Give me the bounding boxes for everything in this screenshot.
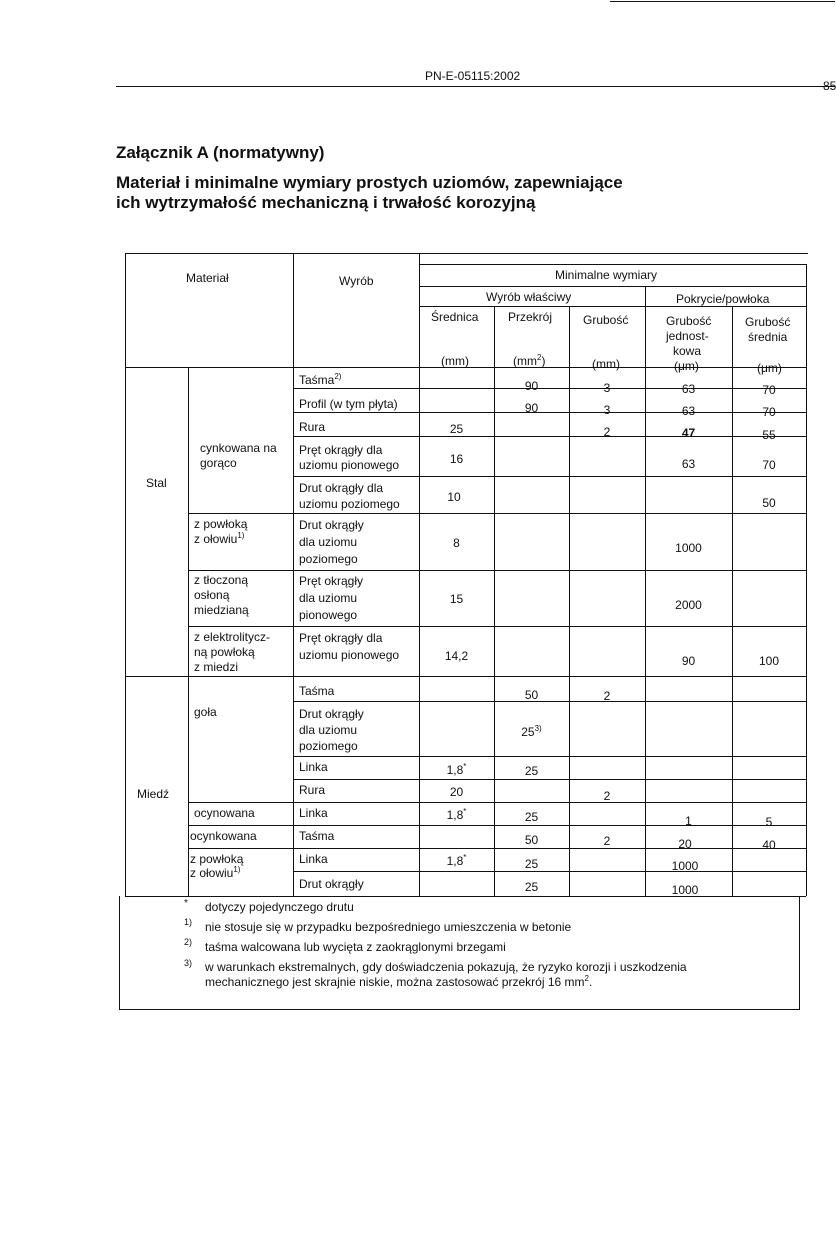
header-avg-thick-unit: (μm)	[757, 361, 782, 375]
subgroup-cu-lead-l2: z ołowiu$^{1)}$	[190, 865, 241, 880]
single-r16: 1000	[671, 883, 699, 897]
header-coating: Pokrycie/powłoka	[676, 292, 770, 306]
footnote-mark-star: *	[184, 898, 188, 909]
product-r6-l2: dla uziomu	[299, 535, 358, 549]
material-steel: Stal	[146, 476, 167, 490]
header-diameter: Średnica	[431, 310, 479, 324]
single-r14: 20	[678, 837, 692, 851]
thickness-r12: 2	[603, 789, 611, 803]
footnote-text-star: dotyczy pojedynczego drutu	[205, 900, 354, 914]
product-r11: Linka	[299, 760, 328, 774]
header-single-thick-l3: kowa	[673, 344, 702, 358]
diameter-r3: 25	[449, 422, 464, 436]
product-r7-l3: pionowego	[299, 608, 358, 622]
header-product-proper: Wyrób właściwy	[486, 290, 572, 304]
diameter-r13: 1,8*	[446, 807, 467, 822]
diameter-r5: 10	[447, 490, 461, 504]
section-r10: 25$^{3)}$	[521, 724, 542, 739]
header-avg-thick-l1: Grubość	[745, 315, 791, 329]
annex-title: Załącznik A (normatywny)	[116, 143, 325, 162]
product-r1: Taśma$^{2)}$	[299, 372, 342, 387]
header-single-thick-l2: jednost-	[666, 329, 709, 343]
product-r10-l3: poziomego	[299, 739, 358, 753]
avg-r2: 70	[762, 405, 776, 419]
subgroup-extruded-l2: osłoną	[194, 588, 230, 602]
product-r8-l1: Pręt okrągły dla	[299, 631, 383, 645]
single-r15: 1000	[671, 859, 699, 873]
product-r13: Linka	[299, 806, 328, 820]
product-r5-l2: uziomu poziomego	[299, 497, 400, 511]
thickness-r2: 3	[603, 403, 611, 417]
subgroup-galvanized-l2: gorąco	[200, 456, 237, 470]
section-r1: 90	[524, 379, 539, 393]
header-section: Przekrój	[508, 310, 553, 324]
annex-subtitle-line2: ich wytrzymałość mechaniczną i trwałość korozyjną	[116, 193, 536, 212]
header-rule	[116, 86, 835, 87]
product-r8-l2: uziomu pionowego	[299, 648, 400, 662]
subgroup-electro-l3: z miedzi	[194, 660, 239, 674]
header-avg-thick-l2: średnia	[748, 330, 788, 344]
section-r13: 25	[524, 810, 539, 824]
subgroup-zinc: ocynkowana	[190, 829, 257, 843]
section-r16: 25	[524, 880, 539, 894]
single-r1: 63	[681, 382, 696, 396]
product-r7-l1: Pręt okrągły	[299, 574, 364, 588]
product-r15: Linka	[299, 852, 328, 866]
single-r13: 1	[685, 814, 692, 828]
avg-r1: 70	[762, 383, 776, 397]
section-r2: 90	[524, 401, 539, 415]
product-r7-l2: dla uziomu	[299, 591, 358, 605]
product-r2: Profil (w tym płyta)	[299, 397, 398, 411]
avg-r14: 40	[762, 838, 776, 852]
product-r4-l1: Pręt okrągły dla	[299, 443, 383, 457]
header-thickness-unit: (mm)	[592, 357, 620, 371]
single-r7: 2000	[675, 598, 702, 612]
avg-r4: 70	[762, 458, 776, 472]
subgroup-cu-lead-l1: z powłoką	[190, 852, 244, 866]
product-r4-l2: uziomu pionowego	[299, 458, 400, 472]
annex-subtitle-line1: Materiał i minimalne wymiary prostych uziomów, zapewniające	[116, 173, 623, 192]
product-r3: Rura	[299, 420, 326, 434]
product-r14: Taśma	[299, 829, 335, 843]
section-r9: 50	[524, 688, 539, 702]
footnote-text-1: nie stosuje się w przypadku bezpośredniego umieszczenia w betonie	[205, 920, 572, 934]
footnote-text-3-l2: mechanicznego jest skrajnie niskie, można zastosować przekrój 16 $mm^2$.	[205, 974, 593, 989]
footnote-text-3: w warunkach ekstremalnych, gdy doświadczenia pokazują, że ryzyko korozji i uszkodzenia	[205, 960, 687, 974]
header-single-thick-l1: Grubość	[666, 314, 712, 328]
product-r9: Taśma	[299, 684, 335, 698]
product-r10-l2: dla uziomu	[299, 723, 358, 737]
thickness-r14: 2	[603, 834, 611, 848]
footnote-mark-3: 3)	[184, 958, 193, 968]
footnote-mark-1: 1)	[184, 917, 193, 927]
subgroup-bare: goła	[194, 705, 217, 719]
avg-r8: 100	[758, 654, 780, 668]
header-section-unit: $(mm^2)$	[513, 353, 546, 368]
standard-number: PN-E-05115:2002	[425, 69, 521, 83]
diameter-r6: 8	[453, 536, 460, 550]
single-r8: 90	[681, 654, 696, 668]
product-r12: Rura	[299, 783, 326, 797]
product-r16: Drut okrągły	[299, 877, 364, 891]
product-r6-l3: poziomego	[299, 552, 358, 566]
product-r6-l1: Drut okrągły	[299, 518, 364, 532]
header-single-thick-unit: (μm)	[674, 359, 699, 373]
header-diameter-unit: (mm)	[441, 354, 469, 368]
diameter-r15: 1,8*	[446, 853, 467, 868]
diameter-r12: 20	[449, 785, 464, 799]
subgroup-tinned: ocynowana	[194, 806, 255, 820]
subgroup-electro-l1: z elektrolitycz-	[194, 630, 271, 644]
section-r14: 50	[524, 833, 539, 847]
thickness-r1: 3	[603, 381, 611, 395]
header-material: Materiał	[186, 271, 229, 285]
thickness-r9: 2	[603, 689, 611, 703]
footnote-mark-2: 2)	[184, 937, 193, 947]
single-r3: 47	[681, 426, 696, 440]
footnote-text-2: taśma walcowana lub wycięta z zaokrąglonymi brzegami	[205, 940, 506, 954]
material-copper: Miedź	[137, 787, 170, 801]
thickness-r3: 2	[603, 425, 611, 439]
subgroup-lead-l2: z ołowiu$^{1)}$	[194, 531, 245, 546]
top-edge-rule	[610, 1, 835, 2]
diameter-r7: 15	[449, 592, 464, 606]
section-r11: 25	[524, 764, 539, 778]
diameter-r8: 14,2	[444, 649, 469, 663]
header-min-dims: Minimalne wymiary	[555, 268, 658, 282]
subgroup-electro-l2: ną powłoką	[194, 645, 255, 659]
section-r15: 25	[524, 857, 539, 871]
single-r2: 63	[681, 404, 696, 418]
diameter-r4: 16	[449, 452, 464, 466]
product-r10-l1: Drut okrągły	[299, 707, 364, 721]
product-r5-l1: Drut okrągły dla	[299, 481, 384, 495]
header-thickness: Grubość	[583, 313, 629, 327]
single-r4: 63	[681, 457, 696, 471]
diameter-r11: 1,8*	[446, 762, 467, 777]
avg-r5: 50	[762, 496, 776, 510]
avg-r3: 55	[762, 428, 776, 442]
subgroup-lead-l1: z powłoką	[194, 517, 248, 531]
avg-r13: 5	[765, 815, 773, 829]
subgroup-extruded-l3: miedzianą	[194, 603, 249, 617]
header-product: Wyrób	[339, 274, 374, 288]
subgroup-galvanized-l1: cynkowana na	[200, 441, 277, 455]
page-number: 85	[823, 79, 836, 93]
subgroup-extruded-l1: z tłoczoną	[194, 573, 249, 587]
single-r6: 1000	[675, 541, 702, 555]
